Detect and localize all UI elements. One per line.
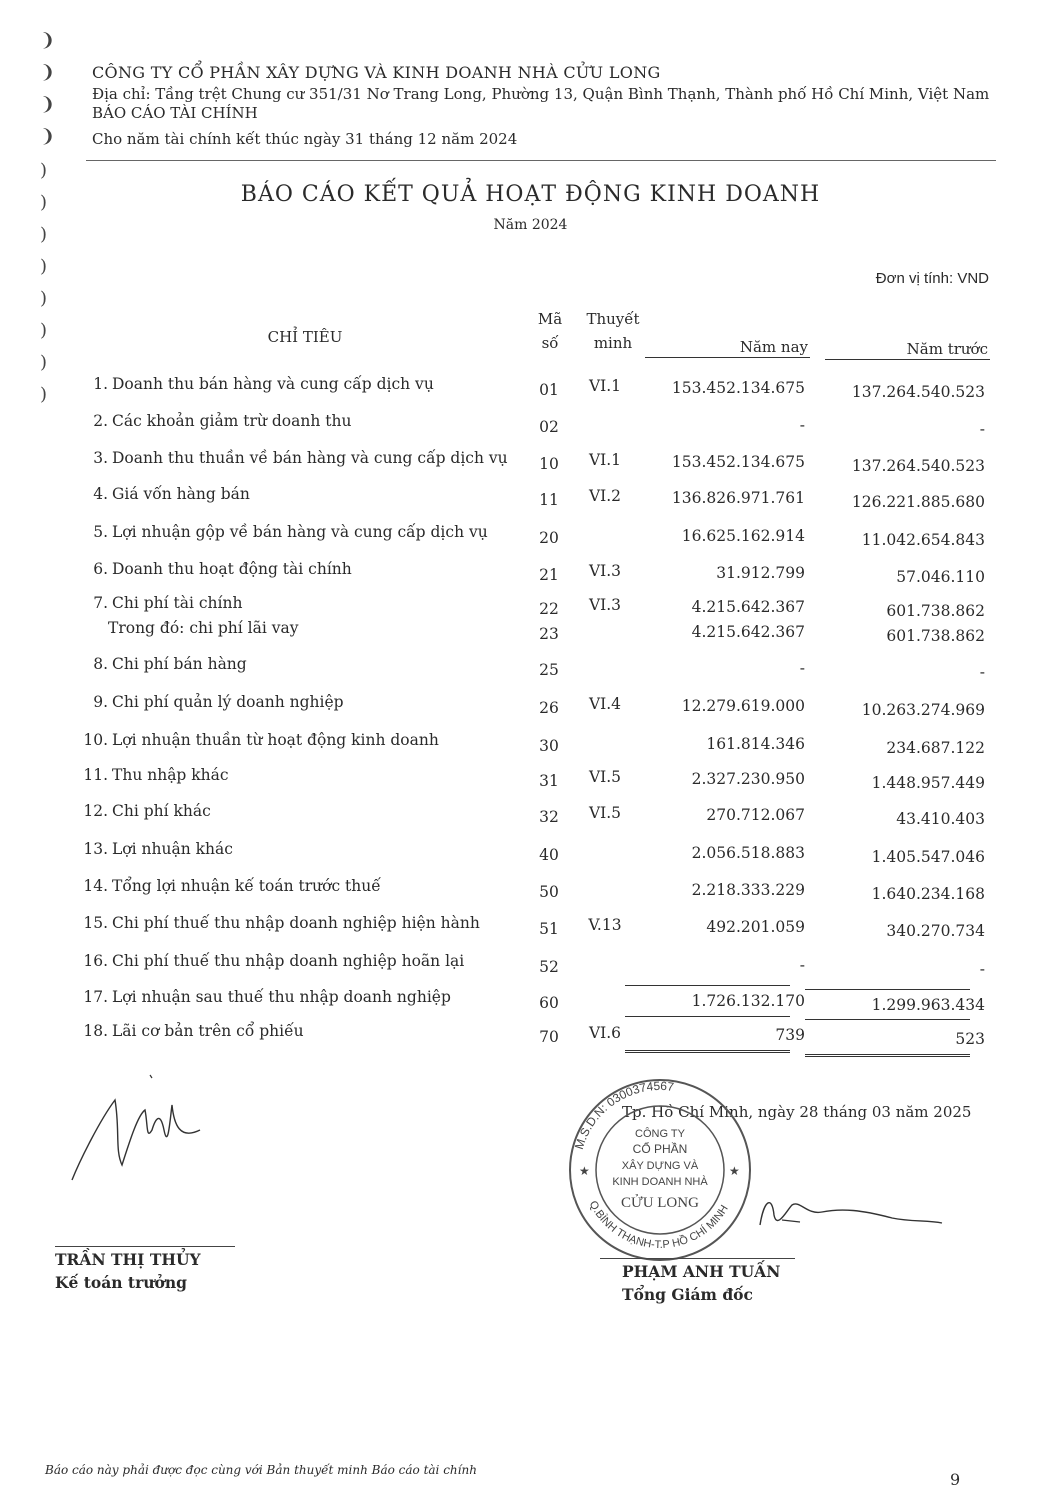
- row-code: 40: [539, 846, 559, 864]
- binding-mark: ): [40, 288, 48, 309]
- row-label: Giá vốn hàng bán: [112, 485, 250, 503]
- row-label: Chi phí khác: [112, 802, 211, 820]
- row-code: 30: [539, 737, 559, 755]
- row-note: VI.5: [588, 804, 622, 822]
- row-current-value: -: [799, 416, 805, 434]
- svg-text:M.S.D.N: 0300374567: [572, 1079, 675, 1151]
- row-previous-value: 11.042.654.843: [861, 531, 985, 549]
- header-divider: [86, 160, 996, 161]
- row-previous-value: -: [979, 420, 985, 438]
- row-code: 10: [539, 455, 559, 473]
- row-number: 3.: [93, 449, 108, 467]
- row-number: 9.: [93, 693, 108, 711]
- row-label: Chi phí thuế thu nhập doanh nghiệp hoãn lại: [112, 952, 465, 970]
- row-label: Các khoản giảm trừ doanh thu: [112, 412, 352, 430]
- row-previous-value: 1.640.234.168: [871, 885, 985, 903]
- row-current-value: 270.712.067: [706, 806, 805, 824]
- row-previous-value: -: [979, 663, 985, 681]
- row-code: 02: [539, 418, 559, 436]
- row-current-value: 492.201.059: [706, 918, 805, 936]
- col-header-current: Năm nay: [739, 338, 808, 356]
- row-label: Lợi nhuận thuần từ hoạt động kinh doanh: [112, 731, 439, 749]
- row-current-value: 153.452.134.675: [671, 453, 805, 471]
- total-double-line: [625, 1050, 790, 1053]
- row-number: 12.: [83, 802, 108, 820]
- row-current-value: 4.215.642.367: [691, 623, 805, 641]
- row-note: VI.1: [588, 377, 622, 395]
- row-previous-value: 137.264.540.523: [851, 383, 985, 401]
- company-name: CÔNG TY CỔ PHẦN XÂY DỰNG VÀ KINH DOANH NHÀ CỬU LONG: [92, 63, 661, 82]
- company-stamp: [565, 1075, 755, 1265]
- row-note: VI.5: [588, 768, 622, 786]
- row-current-value: 739: [775, 1026, 805, 1044]
- col-header-code: Mã số: [537, 310, 563, 352]
- row-previous-value: 1.405.547.046: [871, 848, 985, 866]
- stamp-tax-code: M.S.D.N: 0300374567: [571, 1078, 675, 1152]
- row-number: 15.: [83, 914, 108, 932]
- row-current-value: 161.814.346: [706, 735, 805, 753]
- row-number: 5.: [93, 523, 108, 541]
- row-note: VI.1: [588, 451, 622, 469]
- row-number: 16.: [83, 952, 108, 970]
- row-code: 31: [539, 772, 559, 790]
- stamp-line: CÔNG TY: [635, 1128, 685, 1140]
- row-code: 23: [539, 625, 559, 643]
- signature-line: [600, 1258, 795, 1259]
- row-number: 17.: [83, 988, 108, 1006]
- binding-mark: ): [40, 352, 48, 373]
- row-code: 26: [539, 699, 559, 717]
- col-header-item: CHỈ TIÊU: [267, 328, 343, 346]
- row-label: Chi phí tài chính: [112, 594, 243, 612]
- signature-line: [55, 1246, 235, 1247]
- row-previous-value: 340.270.734: [886, 922, 985, 940]
- row-current-value: 153.452.134.675: [671, 379, 805, 397]
- row-previous-value: 57.046.110: [896, 568, 985, 586]
- row-label: Lợi nhuận gộp về bán hàng và cung cấp dịch vụ: [112, 523, 488, 541]
- company-address: Địa chỉ: Tầng trệt Chung cư 351/31 Nơ Trang Long, Phường 13, Quận Bình Thạnh, Thành phố Hồ Chí Minh, Việt Nam: [92, 85, 990, 103]
- row-number: 4.: [93, 485, 108, 503]
- row-label: Doanh thu thuần về bán hàng và cung cấp dịch vụ: [112, 449, 508, 467]
- row-current-value: -: [799, 956, 805, 974]
- row-note: VI.2: [588, 487, 622, 505]
- row-current-value: 16.625.162.914: [681, 527, 805, 545]
- stamp-star: ★: [579, 1164, 590, 1178]
- row-number: 2.: [93, 412, 108, 430]
- row-current-value: 2.327.230.950: [691, 770, 805, 788]
- binding-mark: ): [40, 160, 48, 181]
- page-title: BÁO CÁO KẾT QUẢ HOẠT ĐỘNG KINH DOANH: [240, 182, 821, 207]
- report-year: Năm 2024: [493, 217, 568, 233]
- row-number: 7.: [93, 594, 108, 612]
- currency-unit: Đơn vị tính: VND: [875, 270, 989, 287]
- row-previous-value: 43.410.403: [896, 810, 985, 828]
- row-label: Doanh thu bán hàng và cung cấp dịch vụ: [112, 375, 434, 393]
- stamp-star: ★: [729, 1164, 740, 1178]
- row-note: VI.4: [588, 695, 622, 713]
- row-code: 60: [539, 994, 559, 1012]
- binding-mark: ): [40, 256, 48, 277]
- row-current-value: 2.218.333.229: [691, 881, 805, 899]
- row-label: Lợi nhuận khác: [112, 840, 233, 858]
- row-note: VI.3: [588, 596, 622, 614]
- col-header-underline: [825, 359, 990, 360]
- row-previous-value: 126.221.885.680: [851, 493, 985, 511]
- row-number: 18.: [83, 1022, 108, 1040]
- binding-mark: ❩: [40, 94, 56, 115]
- col-header-underline: [645, 357, 810, 358]
- binding-mark: ❩: [40, 126, 56, 147]
- report-period: Cho năm tài chính kết thúc ngày 31 tháng 12 năm 2024: [92, 130, 518, 148]
- row-code: 25: [539, 661, 559, 679]
- stamp-ring-bottom: Q.BÌNH THẠNH-T.P HỒ CHÍ MINH: [586, 1198, 731, 1252]
- director-title: Tổng Giám đốc: [622, 1285, 753, 1304]
- row-code: 21: [539, 566, 559, 584]
- total-line: [805, 989, 970, 990]
- row-code: 01: [539, 381, 559, 399]
- row-previous-value: 601.738.862: [886, 627, 985, 645]
- stamp-line: KINH DOANH NHÀ: [612, 1176, 708, 1188]
- row-code: 20: [539, 529, 559, 547]
- row-label: Chi phí quản lý doanh nghiệp: [112, 693, 344, 711]
- director-signature: [752, 1180, 952, 1240]
- row-code: 11: [539, 491, 559, 509]
- row-previous-value: 523: [955, 1030, 985, 1048]
- row-previous-value: -: [979, 960, 985, 978]
- row-previous-value: 137.264.540.523: [851, 457, 985, 475]
- director-name: PHẠM ANH TUẤN: [622, 1262, 781, 1281]
- row-label: Doanh thu hoạt động tài chính: [112, 560, 352, 578]
- row-note: VI.3: [588, 562, 622, 580]
- binding-mark: ): [40, 384, 48, 405]
- binding-mark: ❩: [40, 30, 56, 51]
- row-previous-value: 601.738.862: [886, 602, 985, 620]
- col-header-previous: Năm trước: [906, 340, 988, 358]
- binding-mark: ❩: [40, 62, 56, 83]
- row-current-value: -: [799, 659, 805, 677]
- row-number: 14.: [83, 877, 108, 895]
- row-number: 1.: [93, 375, 108, 393]
- row-code: 52: [539, 958, 559, 976]
- total-double-line: [805, 1054, 970, 1057]
- row-current-value: 1.726.132.170: [691, 992, 805, 1010]
- row-label: Chi phí thuế thu nhập doanh nghiệp hiện hành: [112, 914, 480, 932]
- row-code: 70: [539, 1028, 559, 1046]
- row-number: 13.: [83, 840, 108, 858]
- row-label: Chi phí bán hàng: [112, 655, 247, 673]
- binding-mark: ): [40, 320, 48, 341]
- row-previous-value: 234.687.122: [886, 739, 985, 757]
- row-label: Lợi nhuận sau thuế thu nhập doanh nghiệp: [112, 988, 451, 1006]
- stamp-line: XÂY DỰNG VÀ: [621, 1160, 699, 1172]
- binding-mark: ): [40, 192, 48, 213]
- row-label: Trong đó: chi phí lãi vay: [108, 619, 299, 637]
- row-current-value: 12.279.619.000: [681, 697, 805, 715]
- accountant-name: TRẦN THỊ THỦY: [55, 1250, 201, 1269]
- col-header-note: Thuyết minh: [586, 310, 640, 352]
- stamp-line: CỬU LONG: [621, 1195, 699, 1211]
- row-code: 32: [539, 808, 559, 826]
- row-code: 50: [539, 883, 559, 901]
- footer-note: Báo cáo này phải được đọc cùng với Bản thuyết minh Báo cáo tài chính: [45, 1463, 477, 1477]
- row-label: Tổng lợi nhuận kế toán trước thuế: [112, 877, 381, 895]
- row-previous-value: 1.299.963.434: [871, 996, 985, 1014]
- stamp-line: CỔ PHẦN: [632, 1142, 688, 1156]
- place-date: Tp. Hồ Chí Minh, ngày 28 tháng 03 năm 2025: [622, 1103, 972, 1121]
- row-number: 10.: [83, 731, 108, 749]
- row-current-value: 31.912.799: [716, 564, 805, 582]
- total-line: [805, 1019, 970, 1020]
- total-line: [625, 1016, 790, 1017]
- row-code: 51: [539, 920, 559, 938]
- row-note: VI.6: [588, 1024, 622, 1042]
- row-code: 22: [539, 600, 559, 618]
- report-type: BÁO CÁO TÀI CHÍNH: [92, 104, 258, 122]
- total-line: [625, 985, 790, 986]
- row-number: 8.: [93, 655, 108, 673]
- row-label: Thu nhập khác: [112, 766, 229, 784]
- row-number: 11.: [83, 766, 108, 784]
- row-previous-value: 1.448.957.449: [871, 774, 985, 792]
- row-label: Lãi cơ bản trên cổ phiếu: [112, 1022, 304, 1040]
- row-current-value: 4.215.642.367: [691, 598, 805, 616]
- row-note: V.13: [588, 916, 622, 934]
- accountant-title: Kế toán trưởng: [55, 1273, 187, 1292]
- binding-mark: ): [40, 224, 48, 245]
- row-previous-value: 10.263.274.969: [861, 701, 985, 719]
- row-number: 6.: [93, 560, 108, 578]
- row-current-value: 2.056.518.883: [691, 844, 805, 862]
- row-current-value: 136.826.971.761: [671, 489, 805, 507]
- accountant-signature: [60, 1070, 240, 1190]
- page-number: 9: [950, 1470, 961, 1489]
